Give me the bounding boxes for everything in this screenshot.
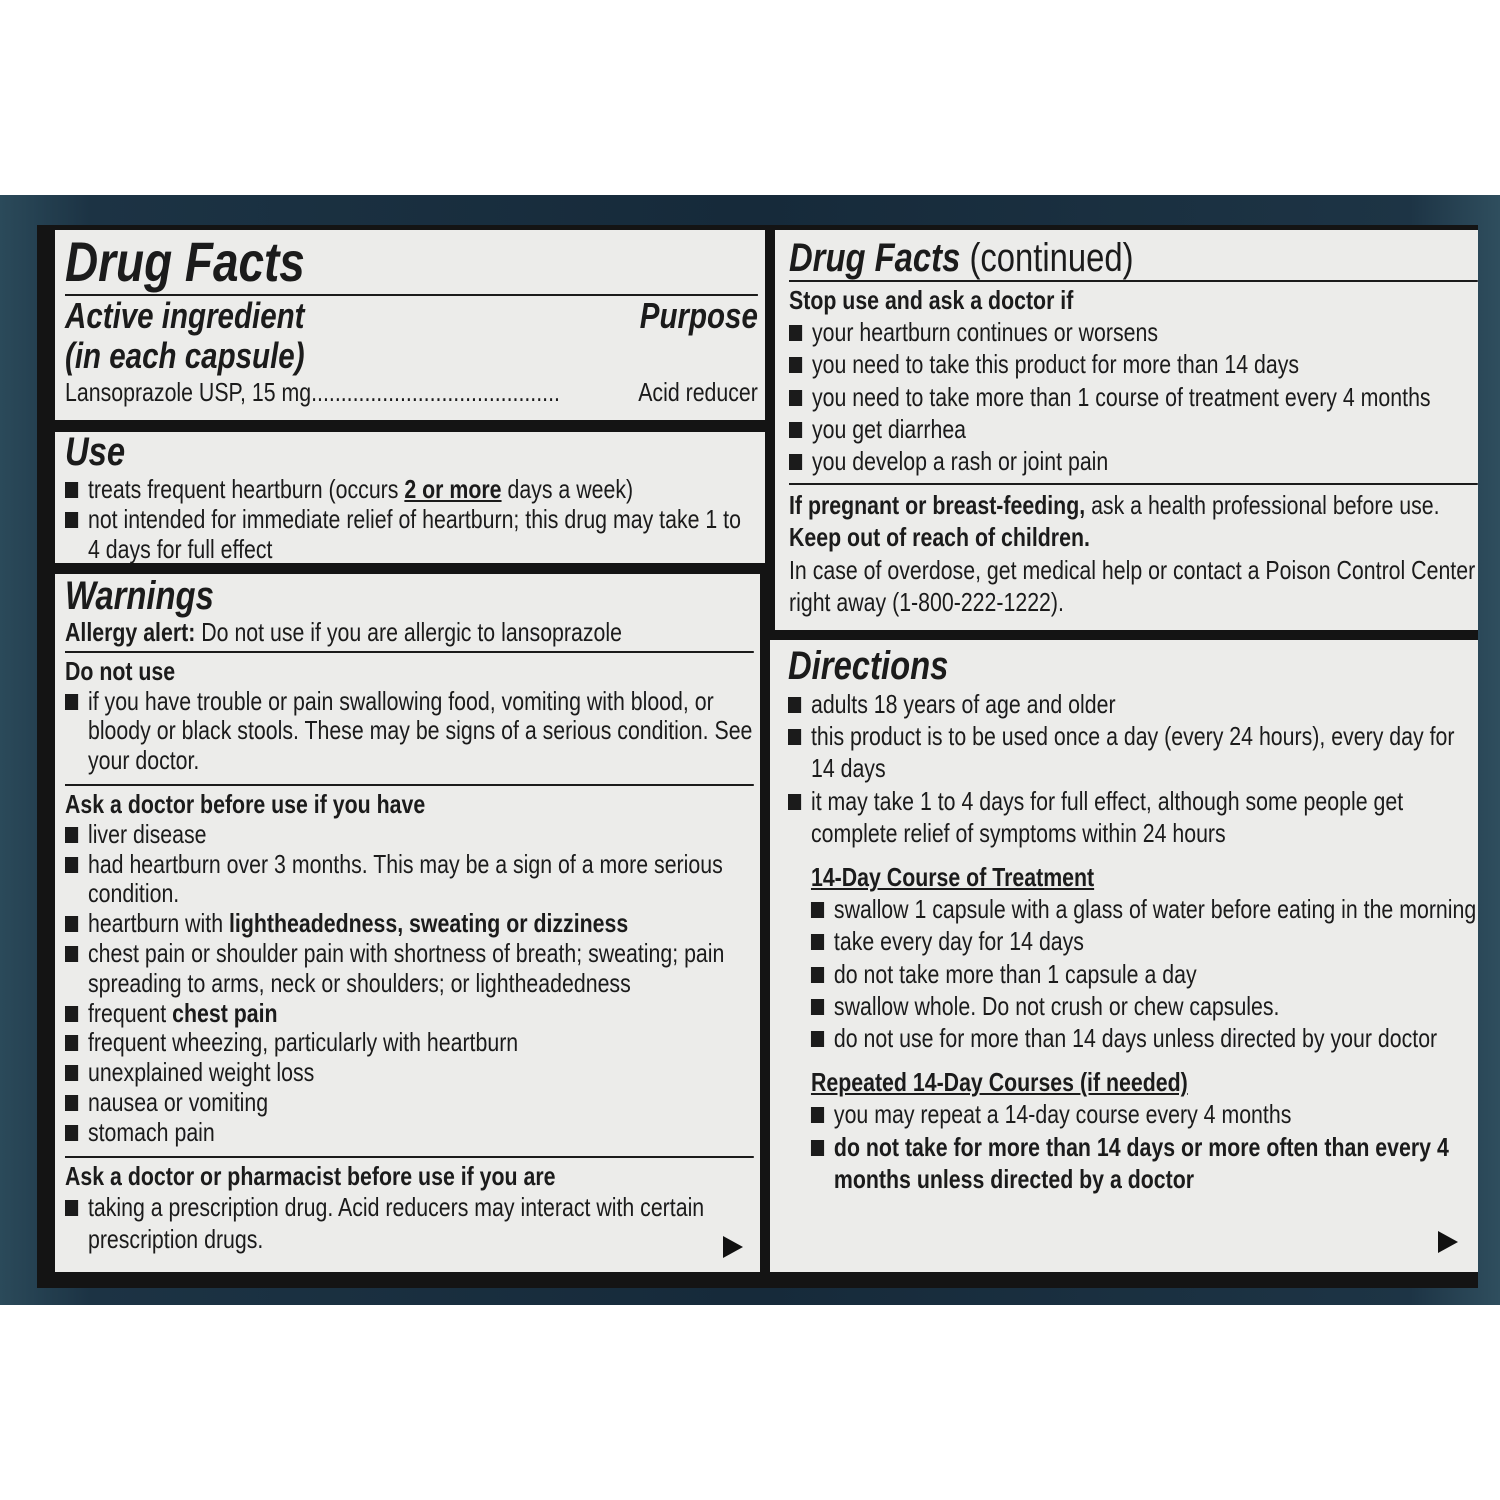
purpose-heading: Purpose [639, 295, 758, 336]
active-ingredient-panel [55, 230, 765, 420]
list-item: you get diarrhea [789, 413, 1478, 445]
warnings-title: Warnings [65, 574, 214, 618]
list-item: you need to take this product for more than 14 days [789, 348, 1478, 380]
list-item: liver disease [65, 820, 754, 850]
ask-doctor-heading: Ask a doctor before use if you have [65, 788, 426, 819]
list-item: chest pain or shoulder pain with shortness of breath; sweating; pain spreading to arms, neck or shoulders; or lightheadedness [65, 939, 754, 999]
list-item: you develop a rash or joint pain [789, 445, 1478, 477]
continue-arrow-icon [723, 1236, 743, 1258]
active-ingredient-sub: (in each capsule) [65, 335, 305, 376]
drug-facts-continued-panel [775, 230, 1478, 630]
overdose-text: In case of overdose, get medical help or contact a Poison Control Center right away (1-800-222-1222). [789, 554, 1476, 617]
list-item: heartburn with lightheadedness, sweating or dizziness [65, 909, 754, 939]
course-heading: 14-Day Course of Treatment [810, 862, 1095, 893]
list-item: frequent chest pain [65, 999, 754, 1029]
continued-title: Drug Facts (continued) [789, 236, 1134, 280]
list-item: had heartburn over 3 months. This may be a sign of a more serious condition. [65, 850, 754, 910]
leader-dots: .......................................... [311, 377, 560, 407]
list-item: you need to take more than 1 course of treatment every 4 months [789, 381, 1478, 413]
repeat-heading: Repeated 14-Day Courses (if needed) [810, 1067, 1188, 1098]
list-item: swallow 1 capsule with a glass of water before eating in the morning [811, 893, 1477, 925]
do-not-use-heading: Do not use [65, 655, 176, 686]
active-ingredient-heading: Active ingredient [65, 295, 305, 336]
list-item: it may take 1 to 4 days for full effect, although some people get complete relief of symptoms within 24 hours [788, 785, 1477, 849]
directions-title: Directions [788, 644, 949, 688]
pregnancy-warning: If pregnant or breast-feeding, ask a health professional before use. [789, 490, 1440, 521]
allergy-alert: Allergy alert: Do not use if you are allergic to lansoprazole [65, 617, 622, 647]
list-item: taking a prescription drug. Acid reducers may interact with certain prescription drugs. [65, 1191, 754, 1255]
ingredient-name: Lansoprazole USP, 15 mg [65, 377, 312, 407]
use-panel [55, 432, 765, 563]
list-item: treats frequent heartburn (occurs 2 or more days a week) [65, 474, 746, 504]
list-item: you may repeat a 14-day course every 4 months [811, 1098, 1477, 1130]
list-item: nausea or vomiting [65, 1088, 754, 1118]
list-item: unexplained weight loss [65, 1058, 754, 1088]
warnings-panel [55, 574, 760, 1272]
ask-pharmacist-heading: Ask a doctor or pharmacist before use if you are [65, 1160, 556, 1191]
list-item: frequent wheezing, particularly with heartburn [65, 1028, 754, 1058]
list-item: stomach pain [65, 1118, 754, 1148]
list-item: not intended for immediate relief of heartburn; this drug may take 1 to 4 days for full effect [65, 504, 746, 563]
list-item: do not use for more than 14 days unless directed by your doctor [811, 1022, 1477, 1054]
list-item: swallow whole. Do not crush or chew capsules. [811, 990, 1477, 1022]
keep-out-of-reach: Keep out of reach of children. [789, 522, 1090, 553]
list-item: your heartburn continues or worsens [789, 316, 1478, 348]
list-item: do not take more than 1 capsule a day [811, 958, 1477, 990]
list-item: do not take for more than 14 days or more often than every 4 months unless directed by a doctor [811, 1131, 1477, 1195]
use-title: Use [65, 432, 126, 474]
list-item: take every day for 14 days [811, 925, 1477, 957]
ingredient-purpose: Acid reducer [638, 377, 758, 407]
directions-panel [770, 640, 1478, 1272]
stop-use-heading: Stop use and ask a doctor if [789, 285, 1074, 315]
list-item: adults 18 years of age and older [788, 688, 1477, 720]
list-item: if you have trouble or pain swallowing food, vomiting with blood, or bloody or black stools. These may be signs of a serious condition. See your doctor. [65, 687, 754, 776]
continue-arrow-icon [1438, 1231, 1458, 1253]
drug-facts-title: Drug Facts [65, 230, 305, 293]
list-item: this product is to be used once a day (every 24 hours), every day for 14 days [788, 720, 1477, 784]
